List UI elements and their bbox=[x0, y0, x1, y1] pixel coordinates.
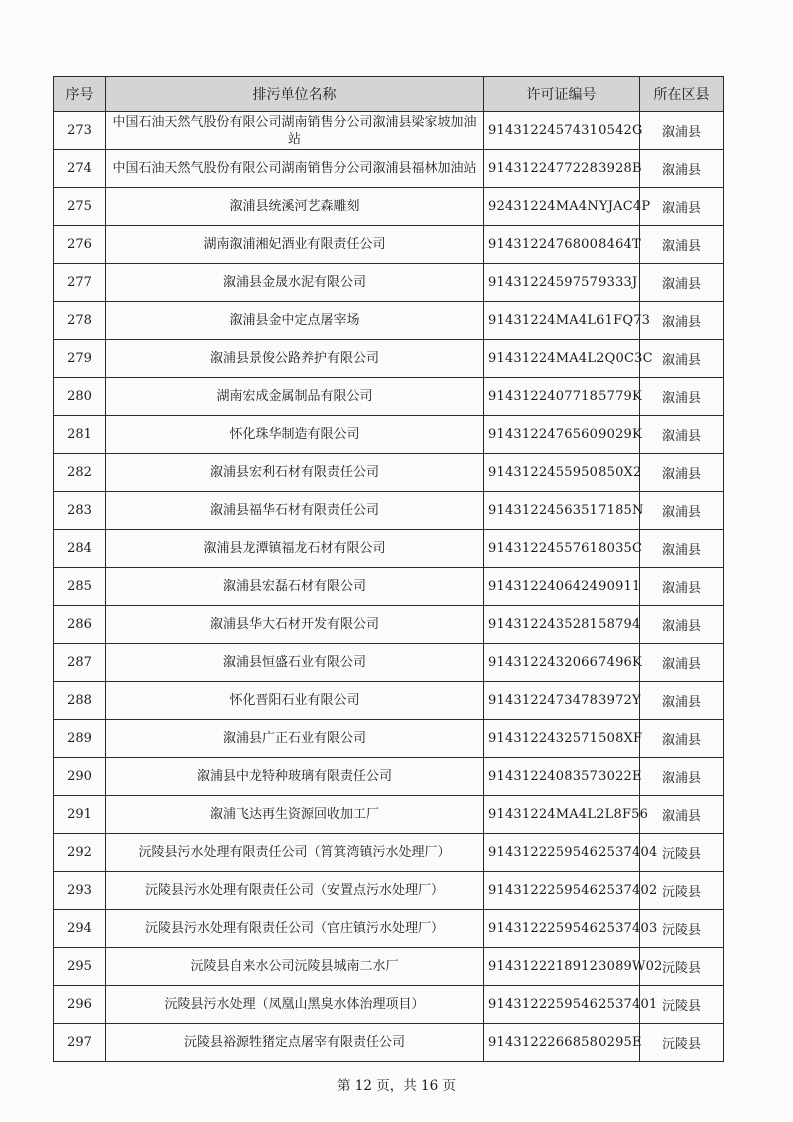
license-number-cell: 9143122432571508XF bbox=[484, 720, 640, 758]
unit-name-cell: 溆浦县宏利石材有限责任公司 bbox=[106, 454, 484, 492]
table-row bbox=[54, 1024, 724, 1062]
serial-cell: 278 bbox=[54, 302, 106, 340]
license-number-cell: 91431224MA4L61FQ73 bbox=[484, 302, 640, 340]
table-row bbox=[54, 340, 724, 378]
unit-name-cell: 沅陵县污水处理（凤凰山黑臭水体治理项目） bbox=[106, 986, 484, 1024]
serial-cell: 297 bbox=[54, 1024, 106, 1062]
serial-cell: 287 bbox=[54, 644, 106, 682]
unit-name-cell: 中国石油天然气股份有限公司湖南销售分公司溆浦县福林加油站 bbox=[106, 150, 484, 188]
table-row bbox=[54, 302, 724, 340]
license-number-cell: 91431224772283928B bbox=[484, 150, 640, 188]
license-number-cell: 91431224574310542G bbox=[484, 112, 640, 150]
license-number-cell: 91431222595462537401 bbox=[484, 986, 640, 1024]
unit-name-cell: 溆浦县广正石业有限公司 bbox=[106, 720, 484, 758]
county-cell: 溆浦县 bbox=[640, 530, 724, 568]
serial-cell: 293 bbox=[54, 872, 106, 910]
license-number-cell: 91431224MA4L2Q0C3C bbox=[484, 340, 640, 378]
table-row bbox=[54, 682, 724, 720]
table-row bbox=[54, 834, 724, 872]
license-number-cell: 914312240642490911 bbox=[484, 568, 640, 606]
license-number-cell: 92431224MA4NYJAC4P bbox=[484, 188, 640, 226]
table-row bbox=[54, 112, 724, 150]
county-cell: 沅陵县 bbox=[640, 872, 724, 910]
table-row bbox=[54, 454, 724, 492]
serial-cell: 274 bbox=[54, 150, 106, 188]
table-row bbox=[54, 910, 724, 948]
serial-cell: 295 bbox=[54, 948, 106, 986]
unit-name-cell: 怀化珠华制造有限公司 bbox=[106, 416, 484, 454]
serial-cell: 296 bbox=[54, 986, 106, 1024]
table-row bbox=[54, 796, 724, 834]
license-number-cell: 91431222668580295E bbox=[484, 1024, 640, 1062]
unit-name-cell: 溆浦县宏磊石材有限公司 bbox=[106, 568, 484, 606]
unit-name-cell: 溆浦县金晟水泥有限公司 bbox=[106, 264, 484, 302]
county-cell: 溆浦县 bbox=[640, 340, 724, 378]
license-number-cell: 914312243528158794 bbox=[484, 606, 640, 644]
table-row bbox=[54, 530, 724, 568]
county-cell: 溆浦县 bbox=[640, 416, 724, 454]
county-cell: 沅陵县 bbox=[640, 986, 724, 1024]
table-row bbox=[54, 568, 724, 606]
county-cell: 沅陵县 bbox=[640, 948, 724, 986]
unit-name-cell: 湖南宏成金属制品有限公司 bbox=[106, 378, 484, 416]
county-cell: 溆浦县 bbox=[640, 378, 724, 416]
serial-cell: 284 bbox=[54, 530, 106, 568]
unit-name-cell: 溆浦县华大石材开发有限公司 bbox=[106, 606, 484, 644]
serial-cell: 288 bbox=[54, 682, 106, 720]
table-row bbox=[54, 378, 724, 416]
unit-name-cell: 溆浦县中龙特种玻璃有限责任公司 bbox=[106, 758, 484, 796]
serial-cell: 283 bbox=[54, 492, 106, 530]
license-number-cell: 91431224563517185N bbox=[484, 492, 640, 530]
table-row bbox=[54, 416, 724, 454]
license-number-cell: 91431224768008464T bbox=[484, 226, 640, 264]
unit-name-cell: 沅陵县污水处理有限责任公司（筲箕湾镇污水处理厂） bbox=[106, 834, 484, 872]
unit-name-cell: 怀化晋阳石业有限公司 bbox=[106, 682, 484, 720]
license-number-cell: 91431222595462537403 bbox=[484, 910, 640, 948]
serial-cell: 275 bbox=[54, 188, 106, 226]
serial-cell: 276 bbox=[54, 226, 106, 264]
county-cell: 溆浦县 bbox=[640, 682, 724, 720]
license-number-cell: 91431222595462537404 bbox=[484, 834, 640, 872]
license-number-cell: 91431224557618035C bbox=[484, 530, 640, 568]
table-header-row bbox=[54, 77, 724, 112]
county-cell: 溆浦县 bbox=[640, 264, 724, 302]
unit-name-cell: 溆浦县龙潭镇福龙石材有限公司 bbox=[106, 530, 484, 568]
unit-name-cell: 溆浦飞达再生资源回收加工厂 bbox=[106, 796, 484, 834]
serial-cell: 290 bbox=[54, 758, 106, 796]
serial-cell: 294 bbox=[54, 910, 106, 948]
table-row bbox=[54, 150, 724, 188]
serial-cell: 281 bbox=[54, 416, 106, 454]
serial-cell: 285 bbox=[54, 568, 106, 606]
county-cell: 沅陵县 bbox=[640, 834, 724, 872]
table-row bbox=[54, 948, 724, 986]
unit-name-cell: 沅陵县自来水公司沅陵县城南二水厂 bbox=[106, 948, 484, 986]
county-cell: 溆浦县 bbox=[640, 188, 724, 226]
county-cell: 沅陵县 bbox=[640, 910, 724, 948]
serial-cell: 291 bbox=[54, 796, 106, 834]
license-number-cell: 91431224765609029K bbox=[484, 416, 640, 454]
county-cell: 溆浦县 bbox=[640, 454, 724, 492]
unit-name-cell: 溆浦县恒盛石业有限公司 bbox=[106, 644, 484, 682]
serial-cell: 286 bbox=[54, 606, 106, 644]
unit-name-cell: 湖南溆浦湘妃酒业有限责任公司 bbox=[106, 226, 484, 264]
serial-cell: 273 bbox=[54, 112, 106, 150]
license-number-cell: 91431224734783972Y bbox=[484, 682, 640, 720]
county-cell: 溆浦县 bbox=[640, 112, 724, 150]
header-unit-name: 排污单位名称 bbox=[106, 77, 484, 112]
county-cell: 溆浦县 bbox=[640, 606, 724, 644]
serial-cell: 289 bbox=[54, 720, 106, 758]
table-row bbox=[54, 872, 724, 910]
license-number-cell: 91431222595462537402 bbox=[484, 872, 640, 910]
table-row bbox=[54, 720, 724, 758]
license-number-cell: 9143122455950850X2 bbox=[484, 454, 640, 492]
table-row bbox=[54, 986, 724, 1024]
serial-cell: 279 bbox=[54, 340, 106, 378]
header-license-number: 许可证编号 bbox=[484, 77, 640, 112]
unit-name-cell: 沅陵县裕源牲猪定点屠宰有限责任公司 bbox=[106, 1024, 484, 1062]
page-footer: 第 12 页，共 16 页 bbox=[336, 1078, 457, 1094]
table-row bbox=[54, 644, 724, 682]
license-number-cell: 91431222189123089W02 bbox=[484, 948, 640, 986]
county-cell: 溆浦县 bbox=[640, 150, 724, 188]
county-cell: 沅陵县 bbox=[640, 1024, 724, 1062]
serial-cell: 277 bbox=[54, 264, 106, 302]
serial-cell: 280 bbox=[54, 378, 106, 416]
county-cell: 溆浦县 bbox=[640, 226, 724, 264]
table-row bbox=[54, 606, 724, 644]
unit-name-cell: 溆浦县金中定点屠宰场 bbox=[106, 302, 484, 340]
county-cell: 溆浦县 bbox=[640, 644, 724, 682]
table-row bbox=[54, 492, 724, 530]
header-serial: 序号 bbox=[54, 77, 106, 112]
county-cell: 溆浦县 bbox=[640, 568, 724, 606]
unit-name-cell: 中国石油天然气股份有限公司湖南销售分公司溆浦县梁家坡加油站 bbox=[106, 112, 484, 150]
unit-name-cell: 沅陵县污水处理有限责任公司（官庄镇污水处理厂） bbox=[106, 910, 484, 948]
permit-table bbox=[53, 76, 724, 1062]
license-number-cell: 91431224077185779K bbox=[484, 378, 640, 416]
license-number-cell: 91431224320667496K bbox=[484, 644, 640, 682]
unit-name-cell: 溆浦县福华石材有限责任公司 bbox=[106, 492, 484, 530]
unit-name-cell: 沅陵县污水处理有限责任公司（安置点污水处理厂） bbox=[106, 872, 484, 910]
serial-cell: 282 bbox=[54, 454, 106, 492]
table-row bbox=[54, 758, 724, 796]
county-cell: 溆浦县 bbox=[640, 302, 724, 340]
county-cell: 溆浦县 bbox=[640, 492, 724, 530]
unit-name-cell: 溆浦县景俊公路养护有限公司 bbox=[106, 340, 484, 378]
license-number-cell: 91431224MA4L2L8F56 bbox=[484, 796, 640, 834]
unit-name-cell: 溆浦县统溪河艺森雕刻 bbox=[106, 188, 484, 226]
table-row bbox=[54, 226, 724, 264]
table-row bbox=[54, 264, 724, 302]
serial-cell: 292 bbox=[54, 834, 106, 872]
header-county: 所在区县 bbox=[640, 77, 724, 112]
county-cell: 溆浦县 bbox=[640, 758, 724, 796]
county-cell: 溆浦县 bbox=[640, 796, 724, 834]
license-number-cell: 91431224083573022E bbox=[484, 758, 640, 796]
license-number-cell: 91431224597579333J bbox=[484, 264, 640, 302]
table-row bbox=[54, 188, 724, 226]
county-cell: 溆浦县 bbox=[640, 720, 724, 758]
